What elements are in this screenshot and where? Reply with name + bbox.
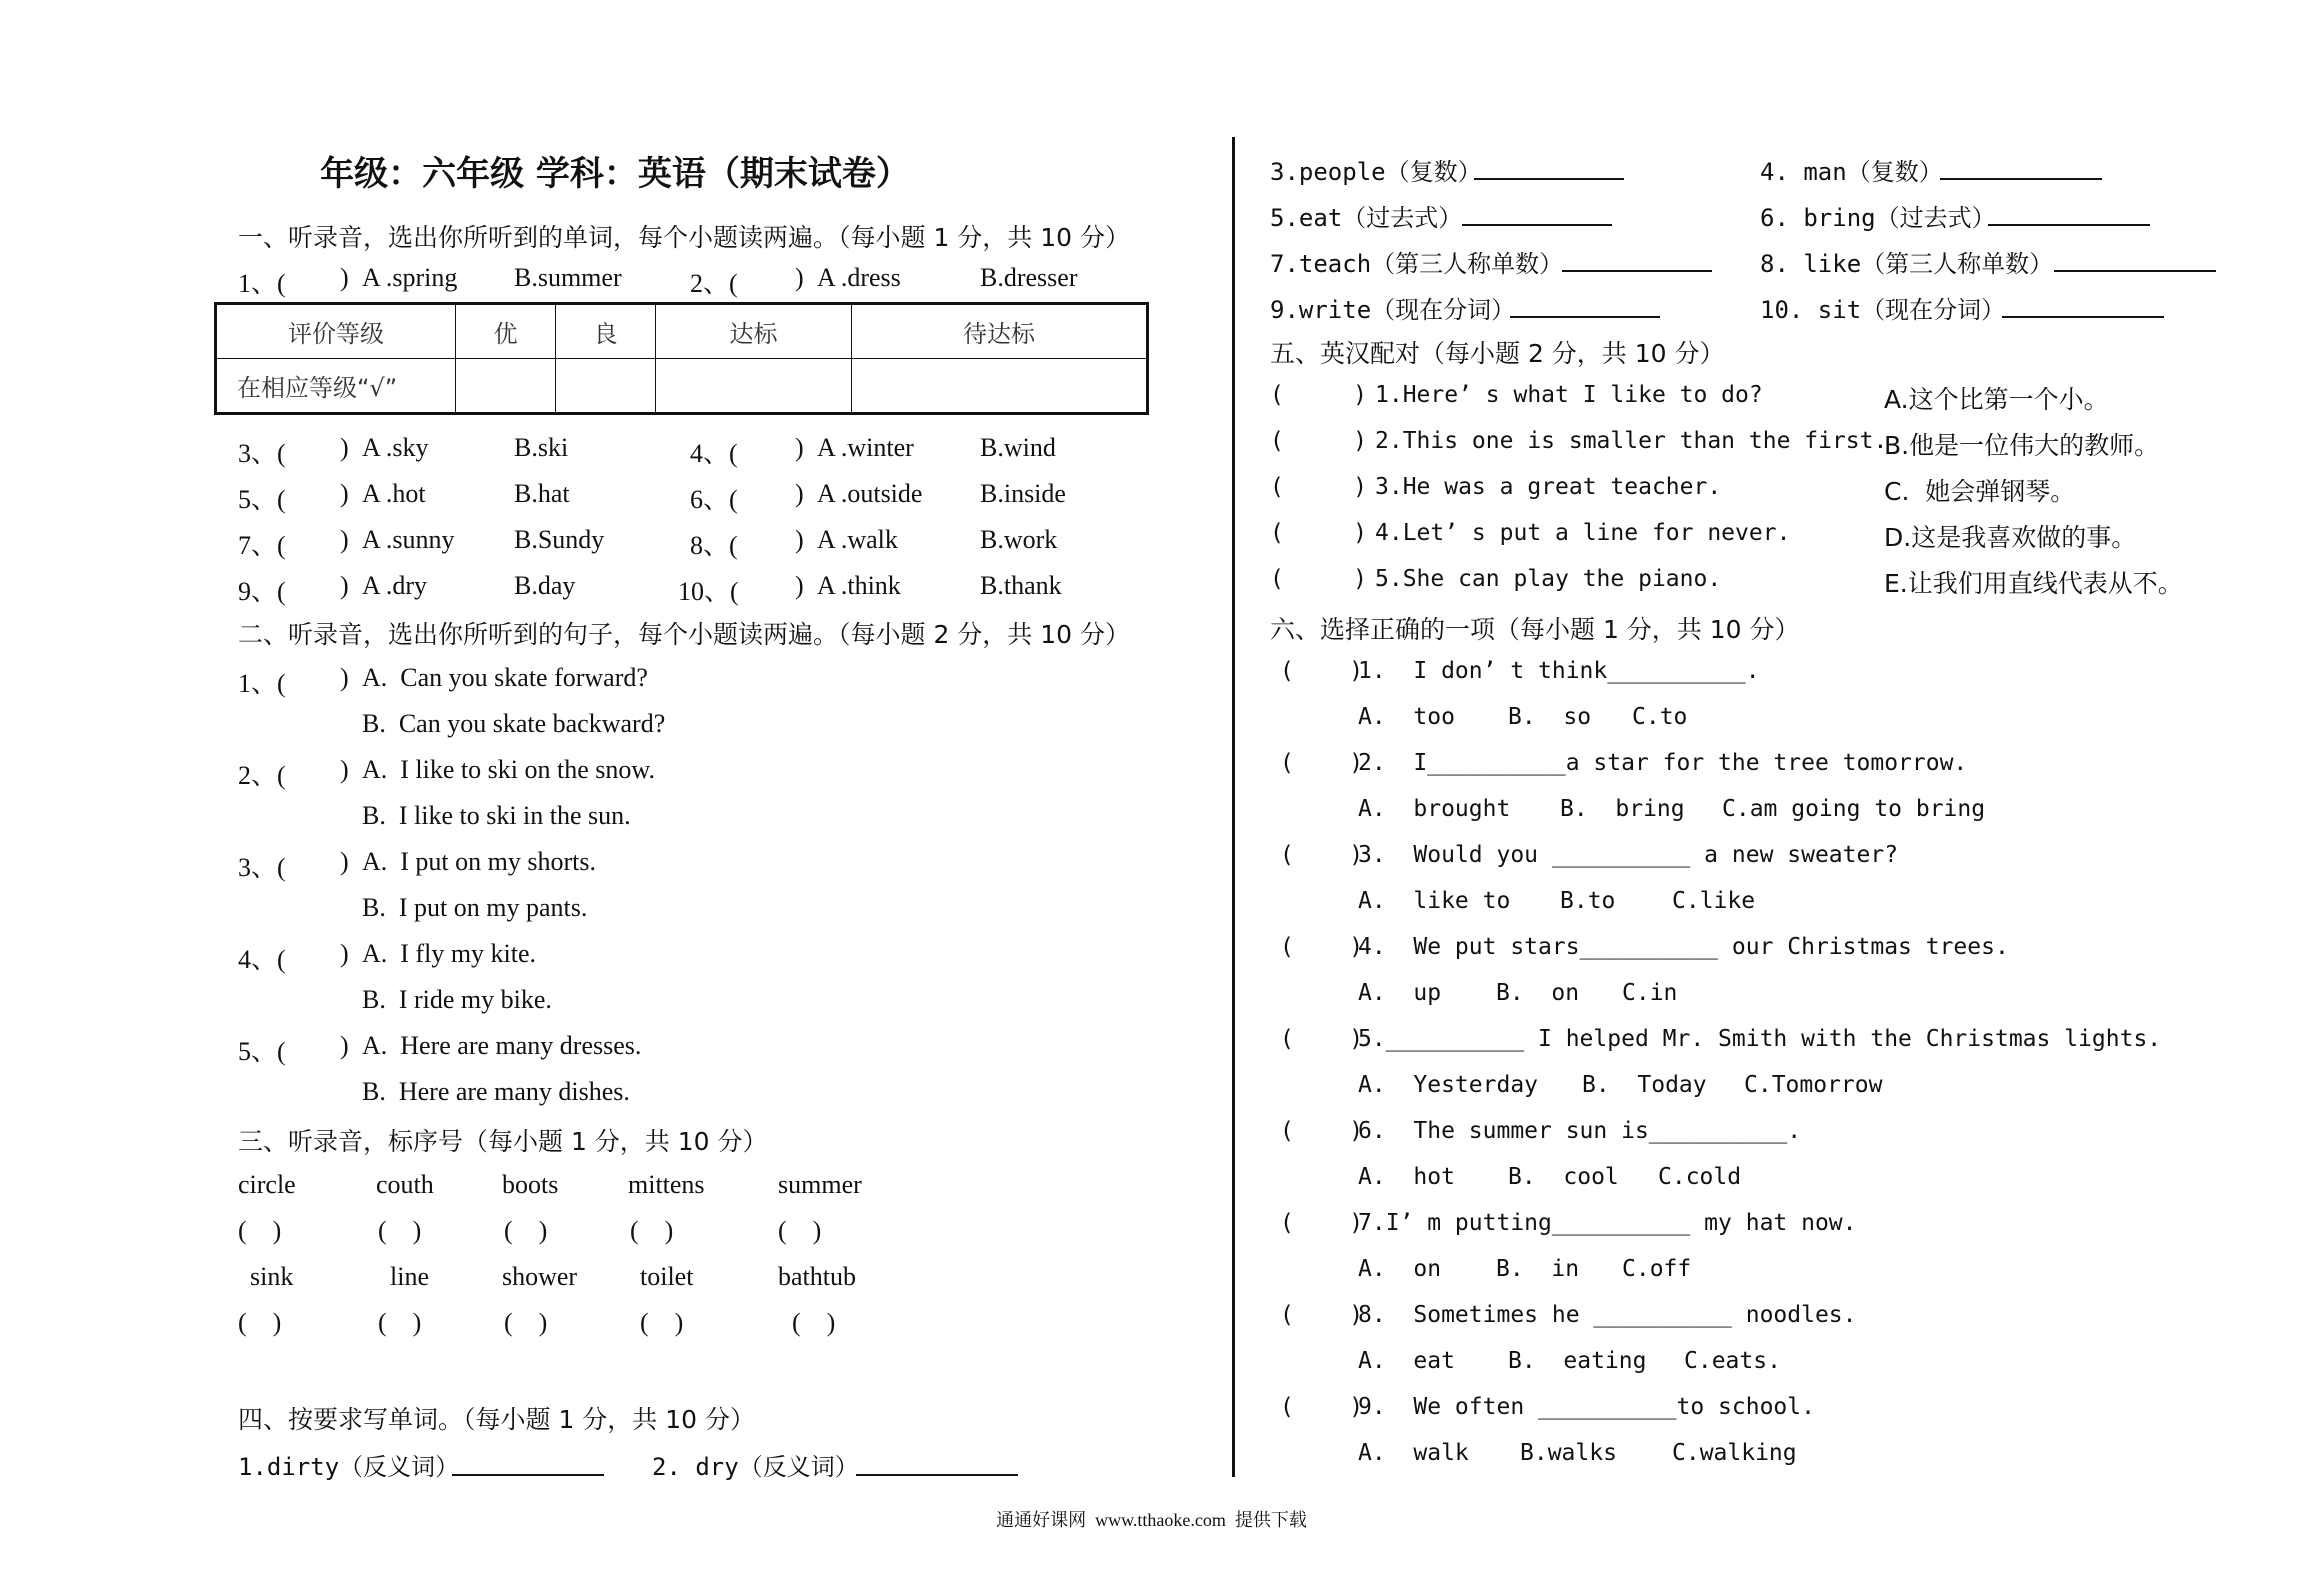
option-a: A .sky bbox=[362, 433, 429, 462]
word: sink bbox=[250, 1262, 294, 1291]
option-c: C.cold bbox=[1658, 1164, 1742, 1190]
match-chinese: D.这是我喜欢做的事。 bbox=[1884, 523, 2137, 552]
eval-header-cell: 良 bbox=[556, 304, 656, 359]
option-b: B.ski bbox=[514, 433, 569, 462]
question-text: 4. We put stars__________ our Christmas trees. bbox=[1358, 934, 2009, 960]
section-5-heading: 五、英汉配对（每小题 2 分，共 10 分） bbox=[1270, 339, 1725, 368]
option-a: A .dry bbox=[362, 571, 427, 600]
section-3-heading: 三、听录音，标序号（每小题 1 分，共 10 分） bbox=[238, 1127, 768, 1156]
option-b: B.summer bbox=[514, 263, 622, 292]
question-text: 2. I__________a star for the tree tomorrow. bbox=[1358, 750, 1968, 776]
answer-paren-close: ) bbox=[340, 755, 349, 784]
option-a: A .winter bbox=[817, 433, 914, 462]
option-b: B. Can you skate backward? bbox=[362, 709, 666, 738]
word: boots bbox=[502, 1170, 559, 1199]
option-a: A .dress bbox=[817, 263, 901, 292]
answer-paren[interactable]: ( ) bbox=[504, 1216, 548, 1245]
option-a: A. Yesterday bbox=[1358, 1072, 1539, 1098]
answer-paren-close: ) bbox=[340, 663, 349, 692]
question-number: 2、( bbox=[238, 761, 286, 790]
column-divider bbox=[1232, 137, 1235, 1477]
question-number: 1、( bbox=[238, 669, 286, 698]
option-b: B.work bbox=[980, 525, 1058, 554]
answer-paren-close: ) bbox=[340, 433, 349, 462]
answer-paren[interactable]: ( ) bbox=[1280, 1026, 1364, 1052]
word: summer bbox=[778, 1170, 862, 1199]
option-c: C.am going to bring bbox=[1722, 796, 1986, 822]
sec4-item: 8. like（第三人称单数） bbox=[1760, 250, 2054, 278]
word: line bbox=[390, 1262, 429, 1291]
question-number: 10、( bbox=[678, 577, 739, 606]
answer-paren[interactable]: ( ) bbox=[238, 1308, 282, 1337]
option-c: C.eats. bbox=[1684, 1348, 1781, 1374]
answer-paren[interactable]: ( ) bbox=[238, 1216, 282, 1245]
option-b: B.inside bbox=[980, 479, 1066, 508]
option-b: B. in bbox=[1496, 1256, 1580, 1282]
option-a: A. I put on my shorts. bbox=[362, 847, 596, 876]
answer-blank[interactable] bbox=[2054, 270, 2216, 272]
sec4-item: 4. man（复数） bbox=[1760, 158, 1943, 186]
question-number: 2、( bbox=[690, 269, 738, 298]
eval-check-cell[interactable] bbox=[852, 359, 1148, 414]
match-english: 3.He was a great teacher. bbox=[1375, 474, 1722, 500]
question-number: 9、( bbox=[238, 577, 286, 606]
answer-paren-close: ) bbox=[795, 433, 804, 462]
option-b: B. Here are many dishes. bbox=[362, 1077, 630, 1106]
answer-paren-close: ) bbox=[340, 479, 349, 508]
answer-paren[interactable]: ( ) bbox=[1280, 1210, 1364, 1236]
word: bathtub bbox=[778, 1262, 856, 1291]
question-number: 4、( bbox=[690, 439, 738, 468]
option-c: C.to bbox=[1632, 704, 1688, 730]
option-a: A .outside bbox=[817, 479, 923, 508]
eval-check-cell[interactable] bbox=[656, 359, 852, 414]
section-4-heading: 四、按要求写单词。（每小题 1 分，共 10 分） bbox=[238, 1405, 756, 1434]
option-a: A. Here are many dresses. bbox=[362, 1031, 642, 1060]
option-a: A. I like to ski on the snow. bbox=[362, 755, 655, 784]
match-english: 2.This one is smaller than the first. bbox=[1375, 428, 1888, 454]
option-b: B.day bbox=[514, 571, 576, 600]
answer-paren[interactable]: ( ) bbox=[378, 1308, 422, 1337]
answer-paren[interactable]: ( ) bbox=[1270, 566, 1367, 592]
answer-paren[interactable]: ( ) bbox=[630, 1216, 674, 1245]
question-text: 5.__________ I helped Mr. Smith with the Christmas lights. bbox=[1358, 1026, 2162, 1052]
eval-check-cell[interactable] bbox=[456, 359, 556, 414]
match-english: 1.Here’ s what I like to do? bbox=[1375, 382, 1763, 408]
answer-blank[interactable] bbox=[1988, 224, 2150, 226]
answer-blank[interactable] bbox=[856, 1474, 1018, 1476]
answer-blank[interactable] bbox=[1474, 178, 1624, 180]
question-number: 1、( bbox=[238, 269, 286, 298]
sec4-item: 10. sit（现在分词） bbox=[1760, 296, 2006, 324]
option-a: A. I fly my kite. bbox=[362, 939, 537, 968]
option-a: A. up bbox=[1358, 980, 1442, 1006]
option-b: B.to bbox=[1560, 888, 1616, 914]
eval-header-cell: 待达标 bbox=[852, 304, 1148, 359]
footer-credit: 通通好课网 www.tthaoke.com 提供下载 bbox=[996, 1510, 1307, 1530]
word: couth bbox=[376, 1170, 434, 1199]
evaluation-table bbox=[214, 302, 1149, 415]
option-b: B. I like to ski in the sun. bbox=[362, 801, 631, 830]
sec4-item: 7.teach（第三人称单数） bbox=[1270, 250, 1564, 278]
answer-paren[interactable]: ( ) bbox=[1270, 520, 1367, 546]
sec4-item: 5.eat（过去式） bbox=[1270, 204, 1463, 232]
answer-paren[interactable]: ( ) bbox=[378, 1216, 422, 1245]
eval-header-cell: 优 bbox=[456, 304, 556, 359]
option-b: B.walks bbox=[1520, 1440, 1617, 1466]
option-b: B. so bbox=[1508, 704, 1592, 730]
answer-paren[interactable]: ( ) bbox=[1270, 428, 1367, 454]
match-english: 4.Let’ s put a line for never. bbox=[1375, 520, 1791, 546]
question-number: 3、( bbox=[238, 439, 286, 468]
sec4-item: 1.dirty（反义词） bbox=[238, 1453, 460, 1481]
option-a: A. walk bbox=[1358, 1440, 1469, 1466]
answer-paren-close: ) bbox=[340, 263, 349, 292]
option-a: A. on bbox=[1358, 1256, 1442, 1282]
option-a: A. eat bbox=[1358, 1348, 1455, 1374]
sec4-item: 2. dry（反义词） bbox=[652, 1453, 859, 1481]
option-a: A. like to bbox=[1358, 888, 1511, 914]
eval-header-cell: 达标 bbox=[656, 304, 852, 359]
answer-blank[interactable] bbox=[2002, 316, 2164, 318]
answer-paren[interactable]: ( ) bbox=[1280, 658, 1364, 684]
eval-header-cell: 评价等级 bbox=[216, 304, 456, 359]
option-b: B.dresser bbox=[980, 263, 1078, 292]
option-b: B. Today bbox=[1582, 1072, 1707, 1098]
option-b: B. on bbox=[1496, 980, 1580, 1006]
option-a: A .think bbox=[817, 571, 901, 600]
question-number: 5、( bbox=[238, 485, 286, 514]
question-text: 6. The summer sun is__________. bbox=[1358, 1118, 1802, 1144]
option-b: B. cool bbox=[1508, 1164, 1619, 1190]
answer-paren-close: ) bbox=[795, 571, 804, 600]
question-text: 9. We often __________to school. bbox=[1358, 1394, 1815, 1420]
question-text: 3. Would you __________ a new sweater? bbox=[1358, 842, 1899, 868]
answer-paren-close: ) bbox=[340, 939, 349, 968]
match-chinese: C. 她会弹钢琴。 bbox=[1884, 477, 2076, 506]
option-a: A. too bbox=[1358, 704, 1455, 730]
match-chinese: E.让我们用直线代表从不。 bbox=[1884, 569, 2183, 598]
answer-paren[interactable]: ( ) bbox=[1270, 474, 1367, 500]
match-english: 5.She can play the piano. bbox=[1375, 566, 1722, 592]
option-a: A. brought bbox=[1358, 796, 1511, 822]
match-chinese: B.他是一位伟大的教师。 bbox=[1884, 431, 2160, 460]
option-c: C.in bbox=[1622, 980, 1678, 1006]
answer-paren[interactable]: ( ) bbox=[792, 1308, 836, 1337]
answer-paren-close: ) bbox=[795, 525, 804, 554]
option-b: B. I put on my pants. bbox=[362, 893, 588, 922]
answer-blank[interactable] bbox=[452, 1474, 604, 1476]
option-b: B.Sundy bbox=[514, 525, 605, 554]
option-a: A .sunny bbox=[362, 525, 455, 554]
question-number: 7、( bbox=[238, 531, 286, 560]
question-number: 6、( bbox=[690, 485, 738, 514]
option-c: C.Tomorrow bbox=[1744, 1072, 1883, 1098]
section-2-heading: 二、听录音，选出你所听到的句子，每个小题读两遍。（每小题 2 分，共 10 分） bbox=[238, 620, 1131, 649]
answer-paren[interactable]: ( ) bbox=[1280, 842, 1364, 868]
answer-blank[interactable] bbox=[1510, 316, 1660, 318]
option-b: B. bring bbox=[1560, 796, 1685, 822]
question-number: 5、( bbox=[238, 1037, 286, 1066]
section-1-heading: 一、听录音，选出你所听到的单词，每个小题读两遍。（每小题 1 分，共 10 分） bbox=[238, 223, 1131, 252]
eval-row-label: 在相应等级“√” bbox=[216, 359, 456, 414]
answer-paren[interactable]: ( ) bbox=[778, 1216, 822, 1245]
option-b: B.hat bbox=[514, 479, 570, 508]
answer-paren[interactable]: ( ) bbox=[640, 1308, 684, 1337]
page-title: 年级：六年级 学科：英语（期末试卷） bbox=[320, 154, 910, 194]
answer-paren-close: ) bbox=[340, 1031, 349, 1060]
option-a: A. Can you skate forward? bbox=[362, 663, 648, 692]
answer-paren-close: ) bbox=[795, 263, 804, 292]
sec4-item: 9.write（现在分词） bbox=[1270, 296, 1516, 324]
option-b: B. I ride my bike. bbox=[362, 985, 552, 1014]
answer-paren[interactable]: ( ) bbox=[1270, 382, 1367, 408]
option-b: B.thank bbox=[980, 571, 1062, 600]
option-b: B. eating bbox=[1508, 1348, 1647, 1374]
answer-paren-close: ) bbox=[340, 571, 349, 600]
option-a: A .walk bbox=[817, 525, 898, 554]
option-c: C.walking bbox=[1672, 1440, 1797, 1466]
question-number: 4、( bbox=[238, 945, 286, 974]
answer-paren[interactable]: ( ) bbox=[1280, 1118, 1364, 1144]
question-text: 7.I’ m putting__________ my hat now. bbox=[1358, 1210, 1857, 1236]
option-b: B.wind bbox=[980, 433, 1056, 462]
answer-paren-close: ) bbox=[340, 525, 349, 554]
answer-paren[interactable]: ( ) bbox=[504, 1308, 548, 1337]
question-number: 3、( bbox=[238, 853, 286, 882]
answer-paren[interactable]: ( ) bbox=[1280, 1302, 1364, 1328]
eval-check-cell[interactable] bbox=[556, 359, 656, 414]
answer-paren[interactable]: ( ) bbox=[1280, 934, 1364, 960]
section-6-heading: 六、选择正确的一项（每小题 1 分，共 10 分） bbox=[1270, 615, 1800, 644]
match-chinese: A.这个比第一个小。 bbox=[1884, 385, 2109, 414]
answer-blank[interactable] bbox=[1462, 224, 1612, 226]
question-text: 1. I don’ t think__________. bbox=[1358, 658, 1760, 684]
word: mittens bbox=[628, 1170, 705, 1199]
word: shower bbox=[502, 1262, 578, 1291]
answer-paren-close: ) bbox=[795, 479, 804, 508]
answer-paren[interactable]: ( ) bbox=[1280, 1394, 1364, 1420]
sec4-item: 6. bring（过去式） bbox=[1760, 204, 1996, 232]
option-a: A .spring bbox=[362, 263, 458, 292]
answer-paren-close: ) bbox=[340, 847, 349, 876]
option-a: A. hot bbox=[1358, 1164, 1455, 1190]
word: circle bbox=[238, 1170, 296, 1199]
answer-blank[interactable] bbox=[1562, 270, 1712, 272]
sec4-item: 3.people（复数） bbox=[1270, 158, 1482, 186]
option-a: A .hot bbox=[362, 479, 426, 508]
question-text: 8. Sometimes he __________ noodles. bbox=[1358, 1302, 1857, 1328]
option-c: C.like bbox=[1672, 888, 1756, 914]
word: toilet bbox=[640, 1262, 694, 1291]
answer-blank[interactable] bbox=[1940, 178, 2102, 180]
option-c: C.off bbox=[1622, 1256, 1692, 1282]
question-number: 8、( bbox=[690, 531, 738, 560]
answer-paren[interactable]: ( ) bbox=[1280, 750, 1364, 776]
